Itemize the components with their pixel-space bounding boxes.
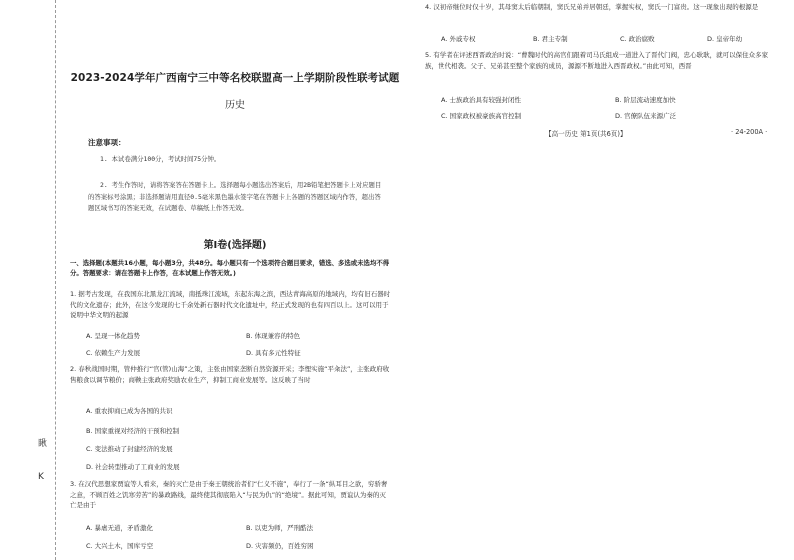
question-option: C. 变法推动了封建经济的发展 <box>86 445 173 453</box>
question-option: B. 国家重视对经济的干预和控制 <box>86 427 180 435</box>
exam-title: 2023-2024学年广西南宁三中等名校联盟高一上学期阶段性联考试题 <box>70 72 400 84</box>
margin-character: 瞅 <box>38 439 48 449</box>
question-option: D. 灾害频仍，百姓穷困 <box>246 542 314 550</box>
question-option: C. 大兴土木，国库亏空 <box>86 542 154 550</box>
question-option: A. 士族政治具有较强封闭性 <box>441 96 521 104</box>
question-option: A. 重农抑商已成为各国的共识 <box>86 407 173 415</box>
question-option: B. 阶层流动速度加快 <box>615 96 676 104</box>
binding-margin-line <box>55 0 56 560</box>
question-option: D. 官僚队伍来源广泛 <box>615 112 677 120</box>
question-option: A. 外戚专权 <box>441 35 476 43</box>
question-stem: 2. 春秋战国时期，管仲推行“官(管)山海”之策，主张由国家垄断自然资源开采；李悝实施“平籴法”，主张政府收售粮食以调节粮价；商鞅主张政府奖励农业生产，抑制工商业发展等。这反映了当时 <box>70 365 390 384</box>
section-title: 第Ⅰ卷(选择题) <box>203 240 267 251</box>
question-stem: 4. 汉初帝继位时仅十岁，其母窦太后临朝制，窦氏兄弟并居朝廷，掌握实权，窦氏一门富贵。这一现象出现的根源是 <box>425 3 759 11</box>
question-option: B. 君主专制 <box>533 35 568 43</box>
question-option: C. 政治腐败 <box>620 35 655 43</box>
question-option: C. 依赖生产力发展 <box>86 349 141 357</box>
page-code: · 24-200A · <box>731 128 768 136</box>
question-stem: 5. 有学者在评述西晋政治时说：“曹魏时代的高官们跟着司马氏组成一道进入了晋代门阀，忠心耿耿，就可以保住众多家族，世代相袭。父子、兄弟甚至整个家族的成员，源源不断地进入西晋政权。”由此可知，西晋 <box>425 51 769 70</box>
question-option: B. 以吏为师，严刑酷法 <box>246 524 314 532</box>
notice-item: 2. 考生作答时，请将答案答在答题卡上。选择题每小题选出答案后，用2B铅笔把答题卡上对应题目的答案标号涂黑；非选择题请用直径0.5毫米黑色墨水签字笔在答题卡上各题的答题区域内作答，超出答题区域书写的答案无效，在试题卷、草稿纸上作答无效。 <box>88 181 382 212</box>
question-option: B. 体现兼容的特色 <box>246 332 301 340</box>
notice-heading: 注意事项： <box>88 138 126 147</box>
exam-subject: 历史 <box>225 100 245 111</box>
question-stem: 3. 在汉代思想家贾谊等人看来，秦的灭亡是由于秦王朝统治者们“仁义不施”，奉行了一条“纵耳目之欲，穷骄奢之意，不顾百姓之饥寒劳苦”的暴政路线，最终使其彻底陷入“与民为仇”的“绝境”。据此可知，贾谊认为秦的灭亡是由于 <box>70 480 388 509</box>
question-option: D. 具有多元性特征 <box>246 349 301 357</box>
right-column <box>425 0 785 560</box>
question-option: A. 呈现一体化趋势 <box>86 332 140 340</box>
section-instruction: 一、选择题(本题共16小题，每小题3分，共48分。每小题只有一个选项符合题目要求，错选、多选或未选均不得分。答题要求：请在答题卡上作答，在本试题上作答无效。) <box>70 259 390 277</box>
left-column <box>70 0 400 560</box>
question-option: D. 皇帝年幼 <box>707 35 743 43</box>
page-footer: 【高一历史 第1页(共6页)】 <box>545 130 627 138</box>
question-stem: 1. 据考古发现，在我国东北黑龙江流域，南抵珠江流域，东起东海之滨，西达青海高原的地域内，均有旧石器时代的文化遗存；此外，在这今发现的七千余处新石器时代文化遗址中，经正式发现的也有四百以上。这可以用于说明中华文明的起源 <box>70 290 391 319</box>
question-option: D. 社会转型推动了工商业的发展 <box>86 463 180 471</box>
question-option: C. 国家政权被豪族高官控制 <box>441 112 522 120</box>
question-option: A. 暴虐无道，矛盾激化 <box>86 524 153 532</box>
notice-item: 1. 本试卷满分100分，考试时间75分钟。 <box>100 155 221 163</box>
margin-character: K <box>38 472 44 482</box>
